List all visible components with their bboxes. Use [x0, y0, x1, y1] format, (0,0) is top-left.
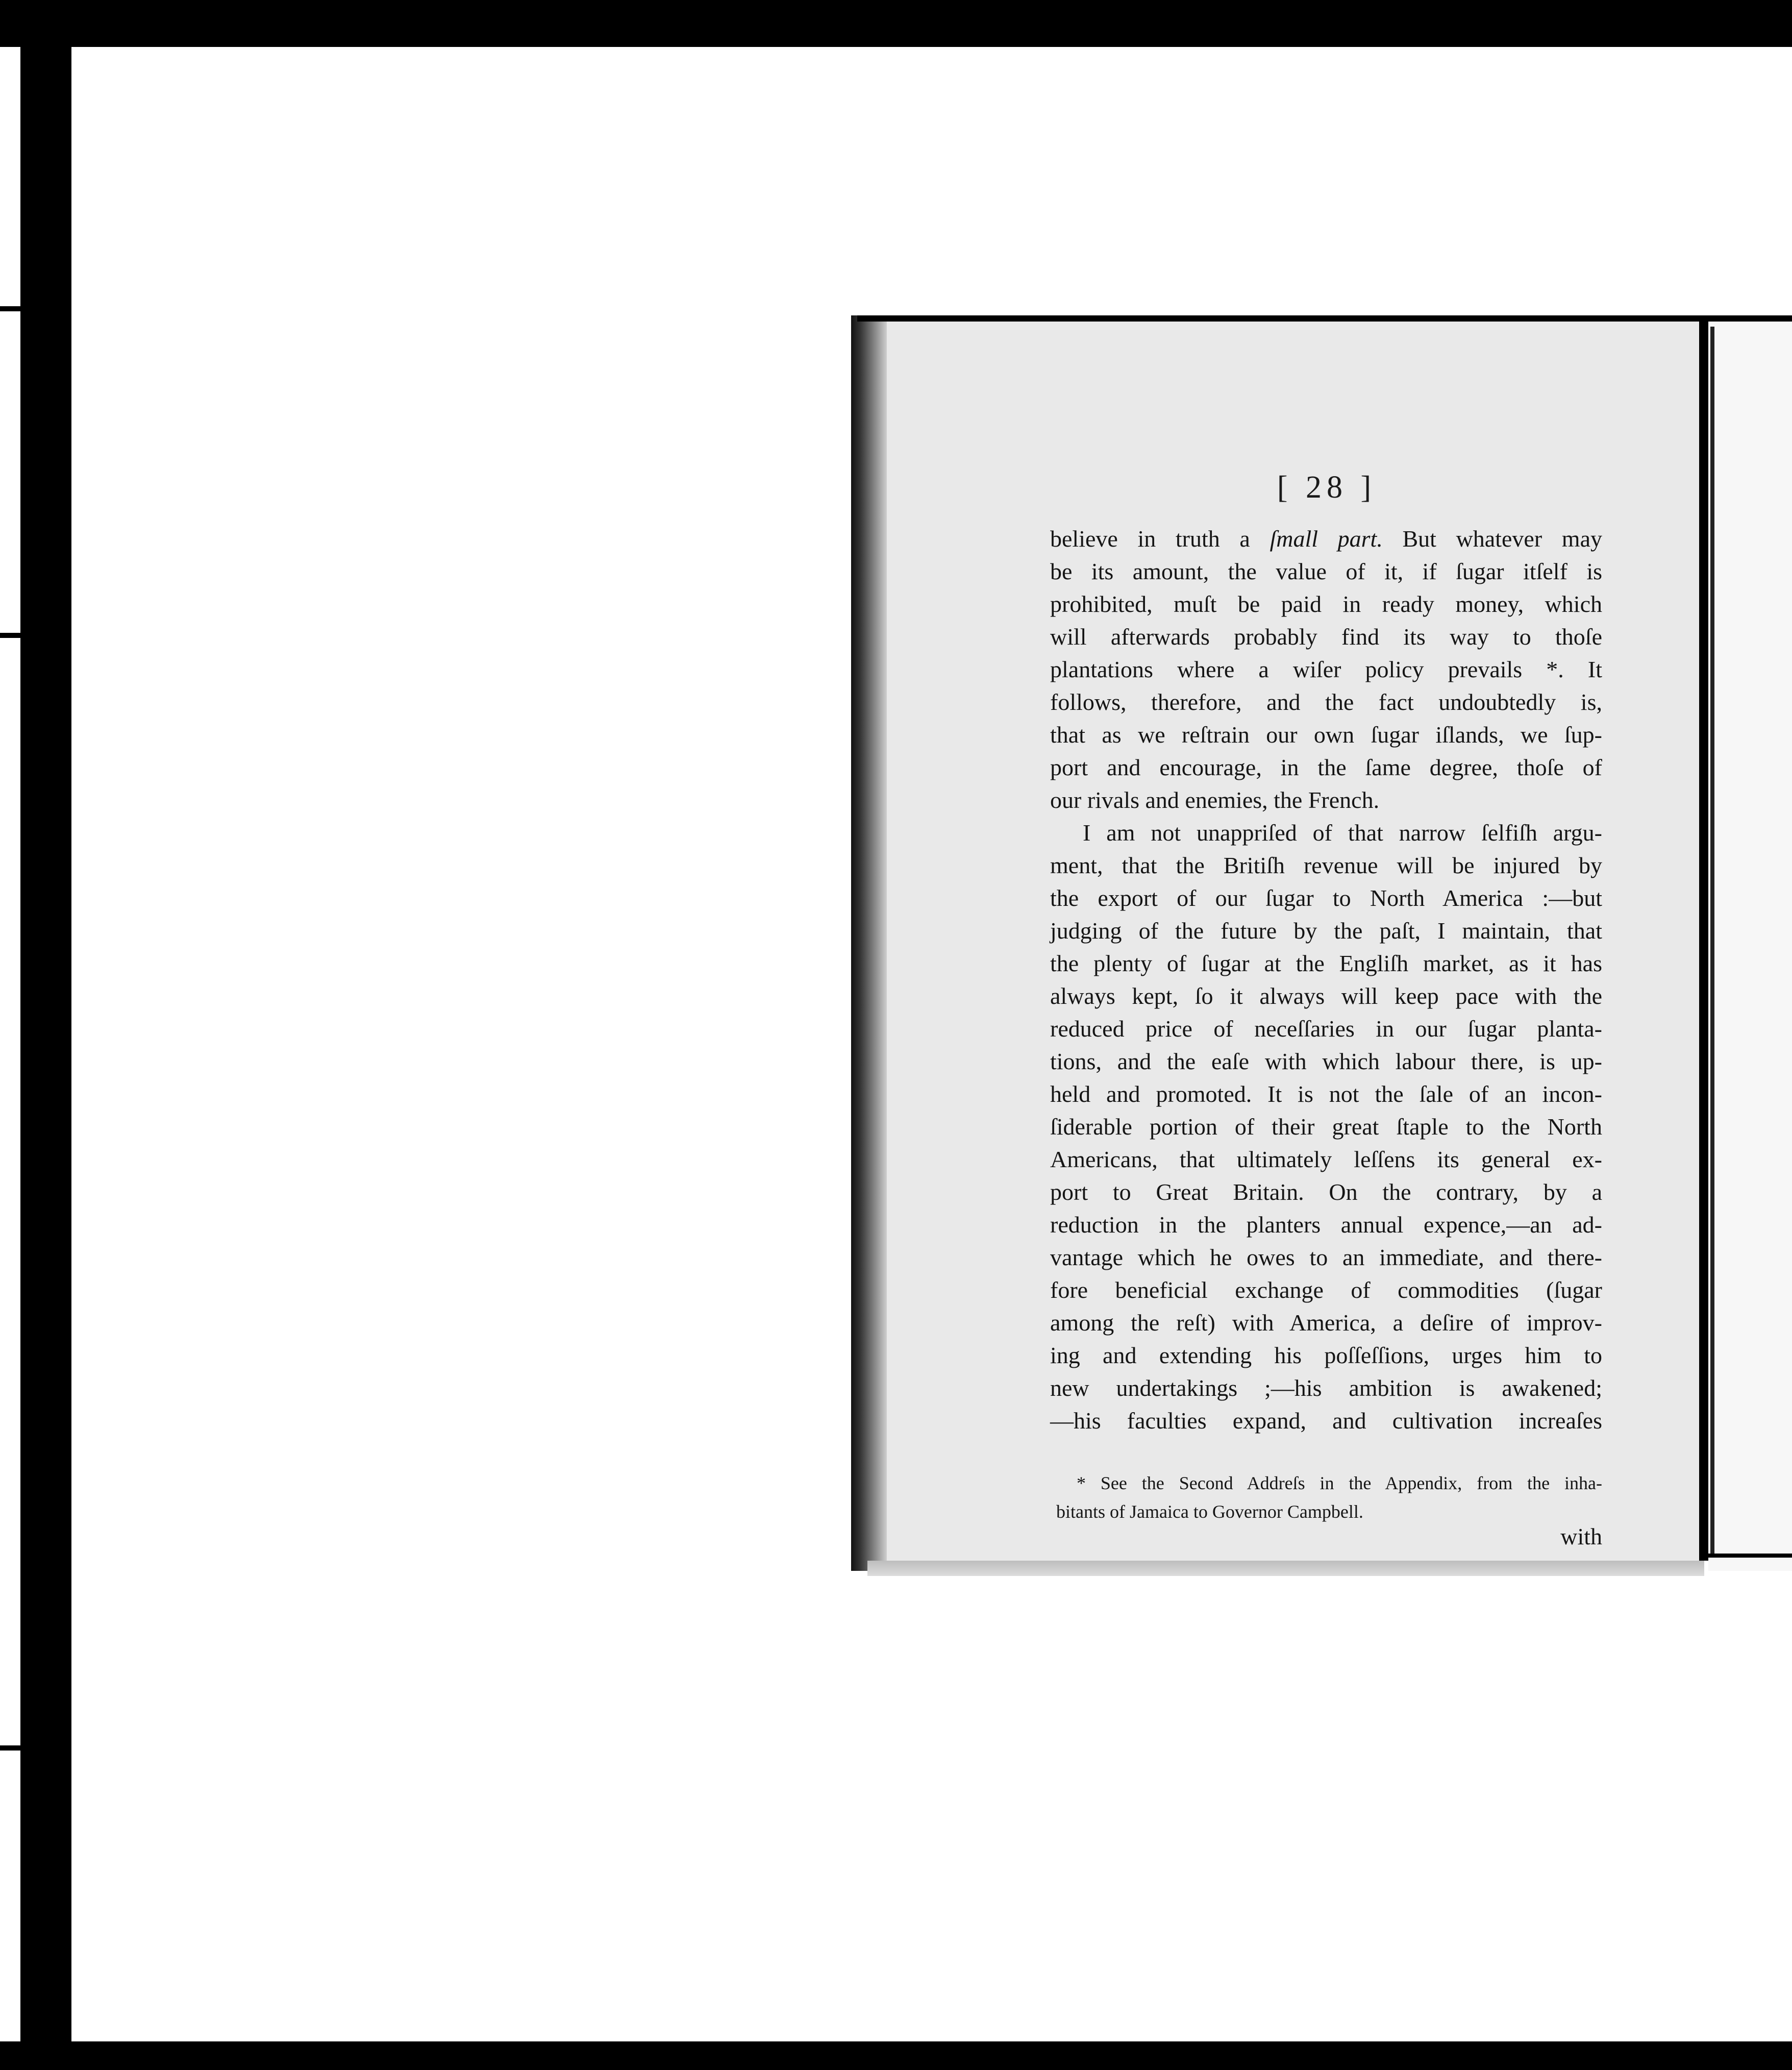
text-run: prohibited, muſt be paid in ready money, which — [1050, 591, 1602, 617]
text-line — [1050, 915, 1602, 947]
text-run: among the reſt) with America, a deſire of improv- — [1050, 1310, 1602, 1336]
footnote-line: * See the Second Addreſs in the Appendix, from the inha- — [1077, 1473, 1602, 1493]
text-line — [1050, 1404, 1602, 1437]
text-run: fore beneficial exchange of commodities (ſugar — [1050, 1277, 1602, 1303]
text-run: follows, therefore, and the fact undoubtedly is, — [1050, 689, 1602, 715]
text-line — [1050, 523, 1602, 555]
text-run: ment, that the Britiſh revenue will be injured by — [1050, 852, 1602, 878]
text-run: will afterwards probably find its way to thoſe — [1050, 624, 1602, 650]
facing-page-gutter — [1710, 327, 1714, 1557]
text-run: Americans, that ultimately leſſens its general ex- — [1050, 1146, 1602, 1172]
text-run: reduction in the planters annual expence,—an ad- — [1050, 1212, 1602, 1238]
text-line — [1050, 1372, 1602, 1404]
text-line — [1050, 555, 1602, 588]
italic-phrase: ſmall part. — [1270, 526, 1383, 552]
scan-left-margin — [0, 47, 20, 2041]
text-line — [1050, 1339, 1602, 1372]
text-run: the export of our ſugar to North America :—but — [1050, 885, 1602, 911]
text-line — [1050, 882, 1602, 915]
text-line — [1050, 1274, 1602, 1307]
text-run: held and promoted. It is not the ſale of an incon- — [1050, 1081, 1602, 1107]
text-run: reduced price of neceſſaries in our ſugar planta- — [1050, 1016, 1602, 1042]
footnote-line: bitants of Jamaica to Governor Campbell. — [1056, 1501, 1363, 1522]
text-line — [1050, 1013, 1602, 1045]
text-run: be its amount, the value of it, if ſugar itſelf is — [1050, 558, 1602, 584]
text-line — [1050, 1078, 1602, 1111]
scan-frame-bottom — [0, 2041, 1792, 2070]
book-bottom-edge — [867, 1561, 1704, 1576]
scan-frame-left — [20, 0, 71, 2070]
scan-frame-top — [0, 0, 1792, 47]
scan-tick-mark — [0, 306, 20, 311]
text-run: always kept, ſo it always will keep pace with the — [1050, 983, 1602, 1009]
text-run: our rivals and enemies, the French. — [1050, 787, 1380, 813]
facing-page-bottom-edge — [1708, 1554, 1792, 1558]
text-line — [1050, 1143, 1602, 1176]
text-line — [1050, 1176, 1602, 1209]
body-text — [1050, 523, 1602, 1437]
text-run: —his faculties expand, and cultivation increaſes — [1050, 1408, 1602, 1434]
text-line — [1050, 588, 1602, 621]
scan-tick-mark — [0, 633, 20, 638]
text-line — [1050, 817, 1602, 849]
text-line — [1050, 784, 1602, 817]
text-line — [1050, 1241, 1602, 1274]
text-line — [1050, 751, 1602, 784]
text-run: port and encourage, in the ſame degree, thoſe of — [1050, 754, 1602, 780]
text-line — [1050, 653, 1602, 686]
text-line — [1050, 1209, 1602, 1241]
text-run: that as we reſtrain our own ſugar iſlands, we ſup- — [1050, 722, 1602, 748]
page-gutter-rule — [1699, 322, 1708, 1561]
text-run: I am not unappriſed of that narrow ſelfiſh argu- — [1083, 820, 1602, 846]
text-line — [1050, 1111, 1602, 1143]
scan-tick-mark — [0, 1745, 20, 1751]
text-run: But whatever may — [1382, 526, 1602, 552]
text-run: port to Great Britain. On the contrary, by a — [1050, 1179, 1602, 1205]
text-run: plantations where a wiſer policy prevails *. It — [1050, 656, 1602, 682]
catchword: with — [1560, 1523, 1602, 1549]
text-line — [1050, 621, 1602, 653]
text-run: ing and extending his poſſeſſions, urges him to — [1050, 1342, 1602, 1368]
text-run: ſiderable portion of their great ſtaple to the North — [1050, 1114, 1602, 1140]
book-page-edge — [851, 315, 887, 1571]
text-run: believe in truth a — [1050, 526, 1270, 552]
text-line — [1050, 719, 1602, 751]
text-line — [1050, 947, 1602, 980]
text-line — [1050, 686, 1602, 719]
text-run: the plenty of ſugar at the Engliſh market, as it has — [1050, 950, 1602, 976]
text-line — [1050, 1045, 1602, 1078]
text-line — [1050, 1307, 1602, 1339]
page-number: [ 28 ] — [1277, 470, 1377, 505]
text-run: judging of the future by the paſt, I maintain, that — [1050, 918, 1602, 944]
text-run: new undertakings ;—his ambition is awakened; — [1050, 1375, 1602, 1401]
footnote — [1056, 1469, 1602, 1526]
text-run: tions, and the eaſe with which labour there, is up- — [1050, 1048, 1602, 1074]
facing-page — [1708, 322, 1792, 1571]
text-line — [1050, 980, 1602, 1013]
book-top-shadow — [857, 315, 1792, 322]
text-run: vantage which he owes to an immediate, and there- — [1050, 1244, 1602, 1270]
text-line — [1050, 849, 1602, 882]
